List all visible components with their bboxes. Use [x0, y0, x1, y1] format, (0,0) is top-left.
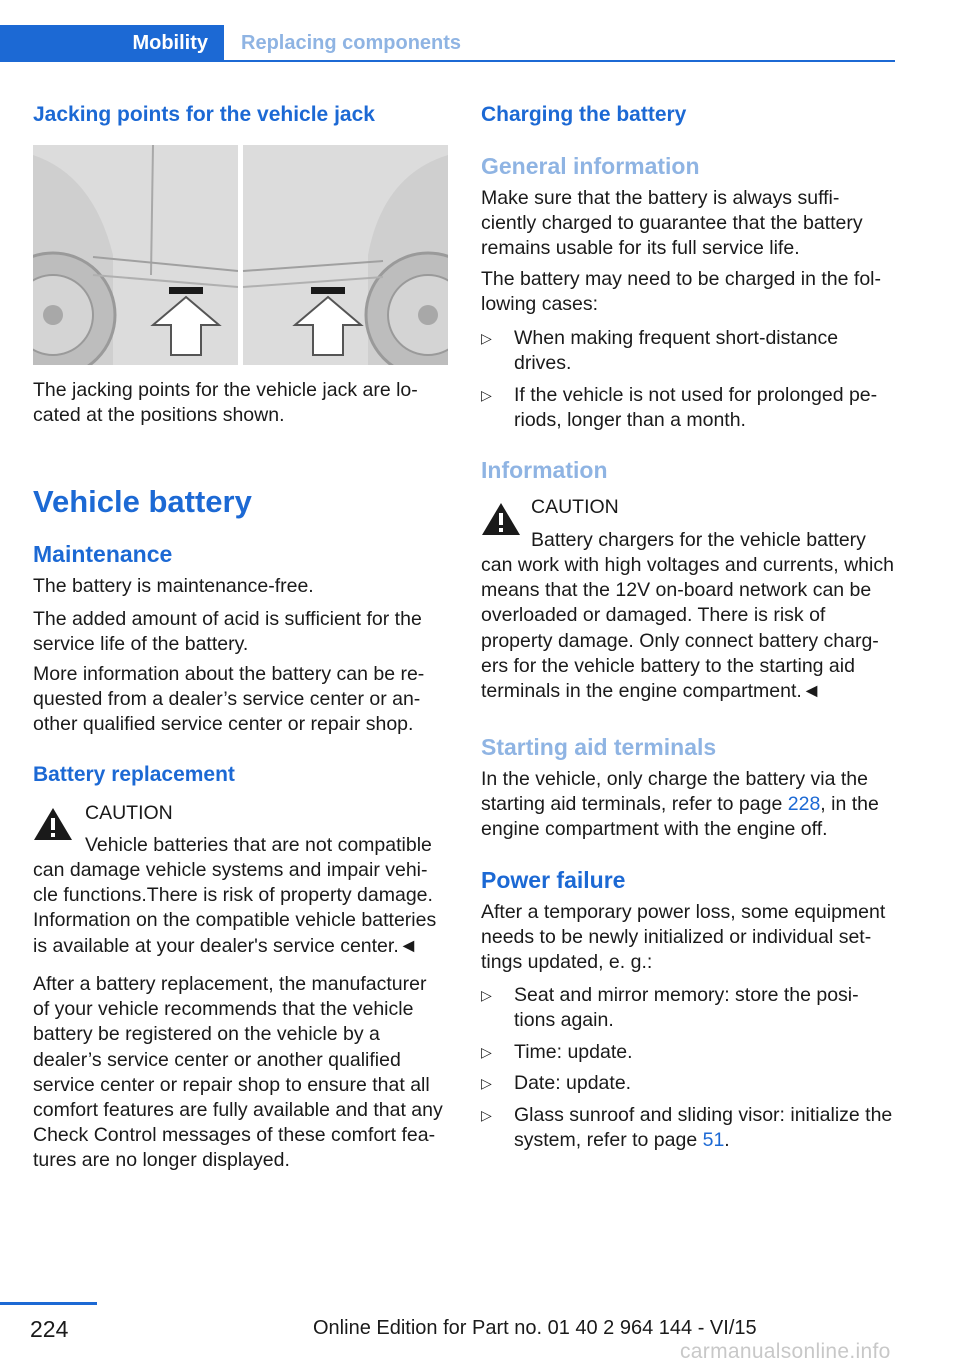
edition-text: Online Edition for Part no. 01 40 2 964 144 - VI/15 [313, 1317, 757, 1339]
information-heading: Information [481, 457, 608, 483]
caution-text: can work with high voltages and currents, which means that the 12V on-board network can be overloaded or damaged. There is risk of property damage. Only connect battery charg- ers for the vehicle battery to the starting aid terminals in the engine compartment.◄ [481, 554, 894, 703]
caution-text: can damage vehicle systems and impair vehi- cle functions.There is risk of property damage. Information on the compatible vehicle batteries is available at your dealer's service center.◄ [33, 859, 437, 957]
jacking-points-illustration [33, 145, 448, 365]
starting-aid-paragraph: In the vehicle, only charge the battery via the starting aid terminals, refer to page 228, in the engine compartment with the engine off. [481, 768, 879, 841]
maintenance-paragraph-3: More information about the battery can be re- quested from a dealer’s service center or an- other qualified service center or repair shop. [33, 663, 425, 736]
triangle-bullet-icon: ▷ [481, 330, 492, 346]
maintenance-paragraph-1: The battery is maintenance-free. [33, 575, 314, 597]
jacking-points-text: The jacking points for the vehicle jack are lo- cated at the positions shown. [33, 379, 418, 427]
charging-battery-heading: Charging the battery [481, 103, 687, 126]
tab-replacing-components: Replacing components [241, 32, 462, 54]
watermark: carmanualsonline.info [680, 1340, 891, 1362]
general-paragraph-2: The battery may need to be charged in the fol- lowing cases: [481, 268, 881, 316]
triangle-bullet-icon: ▷ [481, 987, 492, 1003]
triangle-bullet-icon: ▷ [481, 1044, 492, 1060]
page-header [0, 0, 895, 62]
caution-first-line: Vehicle batteries that are not compatible [85, 834, 432, 856]
power-failure-paragraph: After a temporary power loss, some equipment needs to be newly initialized or individual set- tings updated, e. g.: [481, 901, 886, 974]
maintenance-paragraph-2: The added amount of acid is sufficient for the service life of the battery. [33, 608, 422, 656]
general-paragraph-1: Make sure that the battery is always suffi- ciently charged to guarantee that the battery remains usable for its full service life. [481, 187, 863, 260]
replacement-paragraph: After a battery replacement, the manufacturer of your vehicle recommends that the vehicle battery be registered on the vehicle by a dealer’s service center or another qualified service center or repair shop to ensure that all comfort features are fully available and that any Check Control messages of these comfort fea- tures are no longer displayed. [33, 973, 443, 1172]
header-rule [224, 60, 895, 62]
triangle-bullet-icon: ▷ [481, 1107, 492, 1123]
caution-label: CAUTION [85, 802, 173, 824]
general-information-heading: General information [481, 153, 700, 179]
list-item: ▷ Time: update. [481, 1040, 896, 1065]
tab-mobility: Mobility [0, 25, 224, 62]
list-item: ▷ When making frequent short-distance drives. [481, 326, 896, 376]
list-item: ▷ Date: update. [481, 1071, 896, 1096]
page-number: 224 [30, 1316, 69, 1342]
list-item: ▷ Seat and mirror memory: store the posi- tions again. [481, 983, 896, 1033]
starting-aid-heading: Starting aid terminals [481, 734, 717, 760]
triangle-bullet-icon: ▷ [481, 387, 492, 403]
page-link-51[interactable]: 51 [702, 1129, 725, 1152]
list-item: ▷ Glass sunroof and sliding visor: initialize the system, refer to page 51. [481, 1103, 896, 1153]
vehicle-battery-heading: Vehicle battery [33, 484, 252, 519]
list-item: ▷ If the vehicle is not used for prolonged pe- riods, longer than a month. [481, 383, 896, 433]
jacking-points-heading: Jacking points for the vehicle jack [33, 103, 375, 126]
footer-rule [0, 1302, 97, 1305]
power-failure-heading: Power failure [481, 867, 626, 893]
caution-label: CAUTION [531, 496, 619, 518]
caution-warning-icon [33, 806, 73, 842]
caution-warning-icon [481, 501, 521, 537]
battery-replacement-heading: Battery replacement [33, 763, 235, 786]
caution-first-line: Battery chargers for the vehicle battery [531, 529, 866, 551]
page-link-228[interactable]: 228 [787, 793, 821, 816]
maintenance-heading: Maintenance [33, 541, 173, 567]
triangle-bullet-icon: ▷ [481, 1075, 492, 1091]
